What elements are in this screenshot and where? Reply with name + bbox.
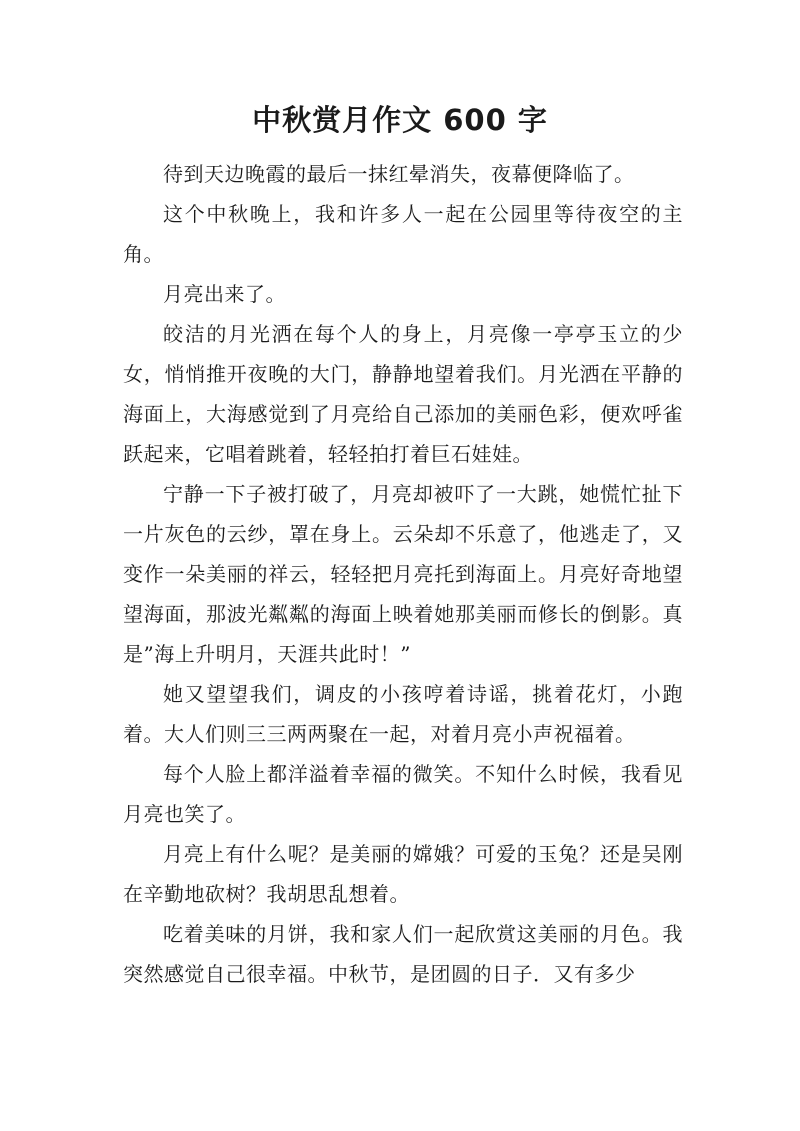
paragraph-2: 这个中秋晚上，我和许多人一起在公园里等待夜空的主角。 bbox=[123, 202, 683, 266]
paragraph-7: 每个人脸上都洋溢着幸福的微笑。不知什么时候，我看见月亮也笑了。 bbox=[123, 762, 683, 826]
paragraph-9: 吃着美味的月饼，我和家人们一起欣赏这美丽的月色。我突然感觉自己很幸福。中秋节，是团圆的日子．又有多少 bbox=[123, 922, 683, 986]
document-body bbox=[123, 154, 683, 994]
paragraph-5: 宁静一下子被打破了，月亮却被吓了一大跳，她慌忙扯下一片灰色的云纱，罩在身上。云朵却不乐意了，他逃走了，又变作一朵美丽的祥云，轻轻把月亮托到海面上。月亮好奇地望望海面，那波光粼粼的海面上映着她那美丽而修长的倒影。真是”海上升明月，天涯共此时！” bbox=[123, 482, 683, 666]
paragraph-3: 月亮出来了。 bbox=[163, 282, 286, 306]
paragraph-8: 月亮上有什么呢？是美丽的嫦娥？可爱的玉兔？还是吴刚在辛勤地砍树？我胡思乱想着。 bbox=[123, 842, 683, 906]
document-title: 中秋赏月作文 600 字 bbox=[252, 103, 548, 137]
paragraph-4: 皎洁的月光洒在每个人的身上，月亮像一亭亭玉立的少女，悄悄推开夜晚的大门，静静地望着我们。月光洒在平静的海面上，大海感觉到了月亮给自己添加的美丽色彩，便欢呼雀跃起来，它唱着跳着，轻轻拍打着巨石娃娃。 bbox=[123, 322, 683, 466]
paragraph-1: 待到天边晚霞的最后一抹红晕消失，夜幕便降临了。 bbox=[163, 162, 635, 186]
paragraph-6: 她又望望我们，调皮的小孩哼着诗谣，挑着花灯，小跑着。大人们则三三两两聚在一起，对着月亮小声祝福着。 bbox=[123, 682, 683, 746]
